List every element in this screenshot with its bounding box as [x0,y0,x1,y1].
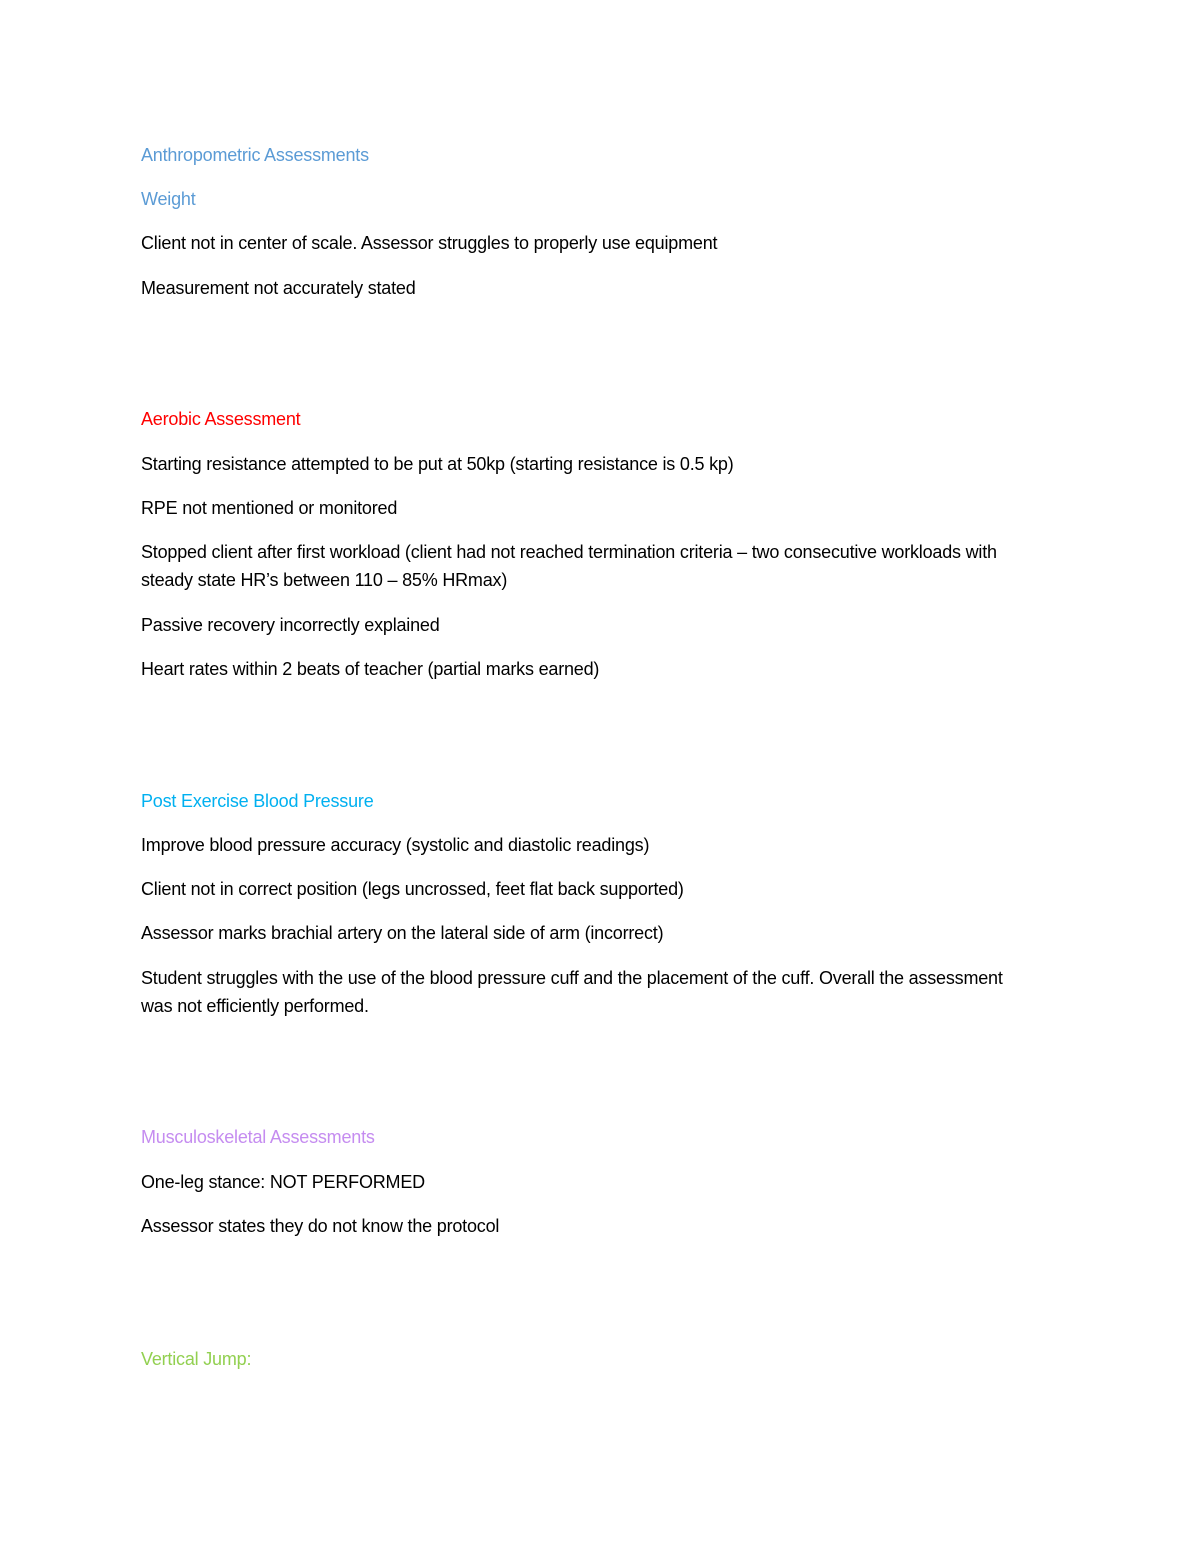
aerobic-item-4: Passive recovery incorrectly explained [141,615,440,635]
aerobic-item-2: RPE not mentioned or monitored [141,498,398,518]
anthropometric-heading: Anthropometric Assessments [141,145,369,165]
vertical-jump-heading: Vertical Jump: [141,1349,252,1369]
musculoskeletal-heading: Musculoskeletal Assessments [141,1127,375,1147]
blood-pressure-heading: Post Exercise Blood Pressure [141,791,374,811]
aerobic-item-3: Stopped client after first workload (client had not reached termination criteria – two consecutive workloads with steady state HR’s between 110 – 85% HRmax) [141,542,997,590]
anthropometric-item-2: Measurement not accurately stated [141,278,416,298]
anthropometric-item-1: Client not in center of scale. Assessor struggles to properly use equipment [141,233,718,253]
aerobic-item-1: Starting resistance attempted to be put at 50kp (starting resistance is 0.5 kp) [141,454,734,474]
musculoskeletal-item-2: Assessor states they do not know the protocol [141,1216,500,1236]
weight-subheading: Weight [141,189,196,209]
blood-pressure-item-1: Improve blood pressure accuracy (systolic and diastolic readings) [141,835,650,855]
aerobic-item-5: Heart rates within 2 beats of teacher (partial marks earned) [141,659,600,679]
aerobic-heading: Aerobic Assessment [141,409,301,429]
musculoskeletal-item-1: One-leg stance: NOT PERFORMED [141,1172,425,1192]
blood-pressure-item-3: Assessor marks brachial artery on the lateral side of arm (incorrect) [141,923,664,943]
blood-pressure-item-4: Student struggles with the use of the blood pressure cuff and the placement of the cuff. Overall the assessment was not efficiently performed. [141,968,1003,1016]
blood-pressure-item-2: Client not in correct position (legs uncrossed, feet flat back supported) [141,879,684,899]
